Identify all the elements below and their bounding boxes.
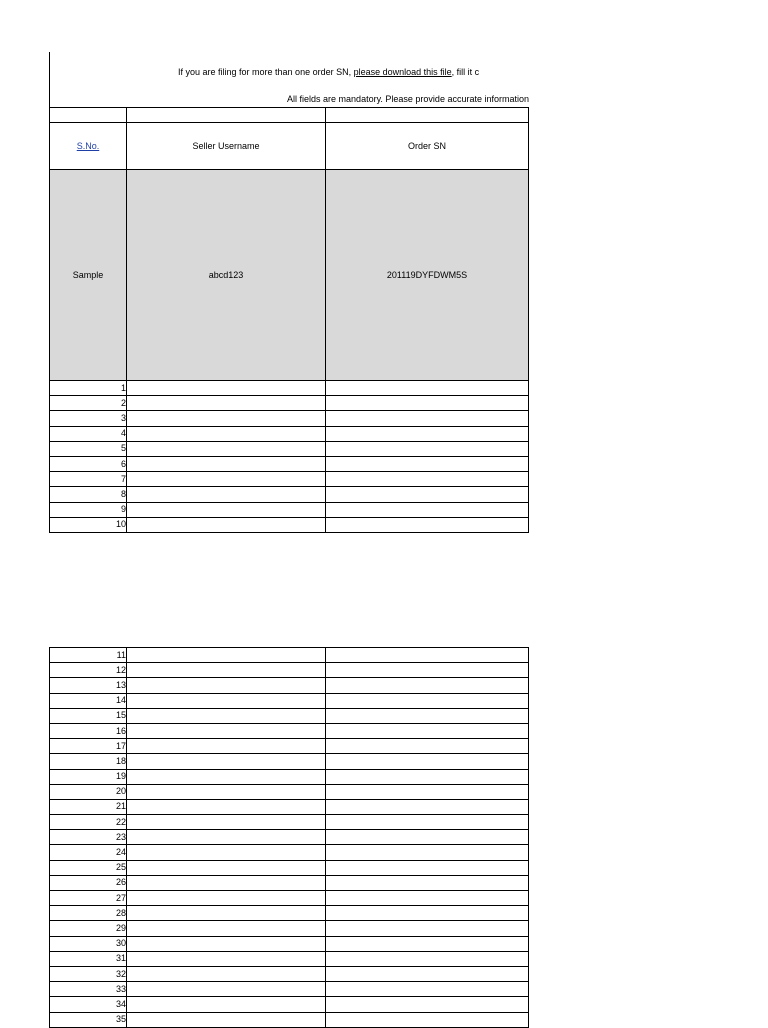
order-sn-cell[interactable] xyxy=(326,381,529,396)
row-number: 14 xyxy=(50,693,127,708)
row-number: 2 xyxy=(50,396,127,411)
spacer-cell xyxy=(50,108,127,123)
seller-username-cell[interactable] xyxy=(127,411,326,426)
table-row xyxy=(50,708,529,723)
instruction-prefix: If you are filing for more than one order SN, xyxy=(178,67,354,77)
order-sn-cell[interactable] xyxy=(326,799,529,814)
row-number: 15 xyxy=(50,708,127,723)
table-row xyxy=(50,678,529,693)
order-sn-cell[interactable] xyxy=(326,830,529,845)
row-number: 31 xyxy=(50,951,127,966)
row-number: 21 xyxy=(50,799,127,814)
order-sn-cell[interactable] xyxy=(326,951,529,966)
row-number: 35 xyxy=(50,1012,127,1027)
seller-username-cell[interactable] xyxy=(127,891,326,906)
seller-username-header: Seller Username xyxy=(127,123,326,170)
row-number: 7 xyxy=(50,472,127,487)
order-table-page-2 xyxy=(49,647,529,1028)
row-number: 33 xyxy=(50,982,127,997)
order-sn-cell[interactable] xyxy=(326,502,529,517)
table-row xyxy=(50,799,529,814)
table-row xyxy=(50,663,529,678)
row-number: 8 xyxy=(50,487,127,502)
order-sn-cell[interactable] xyxy=(326,517,529,532)
row-number: 10 xyxy=(50,517,127,532)
order-sn-cell[interactable] xyxy=(326,784,529,799)
table-row xyxy=(50,951,529,966)
seller-username-cell[interactable] xyxy=(127,845,326,860)
sheet-page-2 xyxy=(0,640,768,1024)
order-sn-cell[interactable] xyxy=(326,845,529,860)
table-row xyxy=(50,769,529,784)
order-sn-cell[interactable] xyxy=(326,906,529,921)
seller-username-cell[interactable] xyxy=(127,502,326,517)
order-sn-cell[interactable] xyxy=(326,936,529,951)
order-sn-cell[interactable] xyxy=(326,1012,529,1027)
seller-username-cell[interactable] xyxy=(127,693,326,708)
table-row xyxy=(50,381,529,396)
order-sn-cell[interactable] xyxy=(326,693,529,708)
order-sn-cell[interactable] xyxy=(326,441,529,456)
seller-username-cell[interactable] xyxy=(127,1012,326,1027)
order-sn-cell[interactable] xyxy=(326,426,529,441)
table-row xyxy=(50,875,529,890)
row-number: 30 xyxy=(50,936,127,951)
spacer-cell xyxy=(326,108,529,123)
instructions-header xyxy=(49,52,529,107)
seller-username-cell[interactable] xyxy=(127,982,326,997)
order-table-page-1 xyxy=(49,107,529,533)
table-row xyxy=(50,982,529,997)
seller-username-cell[interactable] xyxy=(127,906,326,921)
seller-username-cell[interactable] xyxy=(127,663,326,678)
table-row xyxy=(50,472,529,487)
order-sn-cell[interactable] xyxy=(326,487,529,502)
table-row xyxy=(50,936,529,951)
order-sn-cell[interactable] xyxy=(326,891,529,906)
seller-username-cell[interactable] xyxy=(127,784,326,799)
instruction-suffix: , fill it c xyxy=(451,67,480,77)
seller-username-cell[interactable] xyxy=(127,860,326,875)
order-sn-cell[interactable] xyxy=(326,456,529,471)
table-row xyxy=(50,648,529,663)
order-sn-header: Order SN xyxy=(326,123,529,170)
instruction-line xyxy=(178,67,479,78)
seller-username-cell[interactable] xyxy=(127,936,326,951)
sno-header-link[interactable]: S.No. xyxy=(76,141,100,151)
row-number: 11 xyxy=(50,648,127,663)
order-sn-cell[interactable] xyxy=(326,769,529,784)
row-number: 26 xyxy=(50,875,127,890)
table-row xyxy=(50,517,529,532)
table-row xyxy=(50,502,529,517)
mandatory-note: All fields are mandatory. Please provide accurate information xyxy=(287,94,529,104)
row-number: 27 xyxy=(50,891,127,906)
seller-username-cell[interactable] xyxy=(127,396,326,411)
seller-username-cell[interactable] xyxy=(127,875,326,890)
row-number: 5 xyxy=(50,441,127,456)
row-number: 28 xyxy=(50,906,127,921)
seller-username-cell[interactable] xyxy=(127,648,326,663)
row-number: 24 xyxy=(50,845,127,860)
table-row xyxy=(50,860,529,875)
seller-username-cell[interactable] xyxy=(127,739,326,754)
table-row xyxy=(50,845,529,860)
row-number: 29 xyxy=(50,921,127,936)
table-row xyxy=(50,891,529,906)
row-number: 16 xyxy=(50,723,127,738)
row-number: 13 xyxy=(50,678,127,693)
table-row xyxy=(50,966,529,981)
row-number: 25 xyxy=(50,860,127,875)
row-number: 18 xyxy=(50,754,127,769)
sample-row xyxy=(50,170,529,381)
order-sn-cell[interactable] xyxy=(326,739,529,754)
table-row xyxy=(50,906,529,921)
order-sn-cell[interactable] xyxy=(326,875,529,890)
order-sn-cell[interactable] xyxy=(326,815,529,830)
row-number: 4 xyxy=(50,426,127,441)
seller-username-cell[interactable] xyxy=(127,799,326,814)
table-row xyxy=(50,723,529,738)
order-sn-cell[interactable] xyxy=(326,723,529,738)
row-number: 34 xyxy=(50,997,127,1012)
seller-username-cell[interactable] xyxy=(127,966,326,981)
seller-username-cell[interactable] xyxy=(127,830,326,845)
table-row xyxy=(50,693,529,708)
order-sn-cell[interactable] xyxy=(326,472,529,487)
table-row xyxy=(50,815,529,830)
sample-label: Sample xyxy=(50,170,127,381)
seller-username-cell[interactable] xyxy=(127,456,326,471)
table-row xyxy=(50,754,529,769)
seller-username-cell[interactable] xyxy=(127,472,326,487)
table-row xyxy=(50,784,529,799)
seller-username-cell[interactable] xyxy=(127,997,326,1012)
row-number: 20 xyxy=(50,784,127,799)
column-header-row xyxy=(50,123,529,170)
row-number: 22 xyxy=(50,815,127,830)
seller-username-cell[interactable] xyxy=(127,708,326,723)
row-number: 17 xyxy=(50,739,127,754)
table-row xyxy=(50,411,529,426)
table-row xyxy=(50,456,529,471)
sno-header xyxy=(50,123,127,170)
table-row xyxy=(50,997,529,1012)
table-row xyxy=(50,1012,529,1027)
seller-username-cell[interactable] xyxy=(127,426,326,441)
seller-username-cell[interactable] xyxy=(127,517,326,532)
seller-username-cell[interactable] xyxy=(127,678,326,693)
seller-username-cell[interactable] xyxy=(127,921,326,936)
spacer-cell xyxy=(127,108,326,123)
order-sn-cell[interactable] xyxy=(326,966,529,981)
table-row xyxy=(50,487,529,502)
table-row xyxy=(50,739,529,754)
row-number: 6 xyxy=(50,456,127,471)
order-sn-cell[interactable] xyxy=(326,754,529,769)
row-number: 3 xyxy=(50,411,127,426)
row-number: 12 xyxy=(50,663,127,678)
seller-username-cell[interactable] xyxy=(127,769,326,784)
seller-username-cell[interactable] xyxy=(127,723,326,738)
table-row xyxy=(50,441,529,456)
order-sn-cell[interactable] xyxy=(326,648,529,663)
order-sn-cell[interactable] xyxy=(326,982,529,997)
spacer-row xyxy=(50,108,529,123)
sample-seller-username: abcd123 xyxy=(127,170,326,381)
seller-username-cell[interactable] xyxy=(127,381,326,396)
row-number: 9 xyxy=(50,502,127,517)
seller-username-cell[interactable] xyxy=(127,951,326,966)
order-sn-cell[interactable] xyxy=(326,678,529,693)
seller-username-cell[interactable] xyxy=(127,441,326,456)
table-row xyxy=(50,396,529,411)
order-sn-cell[interactable] xyxy=(326,921,529,936)
sample-order-sn: 201119DYFDWM5S xyxy=(326,170,529,381)
order-sn-cell[interactable] xyxy=(326,708,529,723)
table-row xyxy=(50,830,529,845)
download-file-link[interactable]: please download this file xyxy=(353,67,452,77)
order-sn-cell[interactable] xyxy=(326,997,529,1012)
order-sn-cell[interactable] xyxy=(326,663,529,678)
seller-username-cell[interactable] xyxy=(127,754,326,769)
row-number: 32 xyxy=(50,966,127,981)
row-number: 1 xyxy=(50,381,127,396)
seller-username-cell[interactable] xyxy=(127,815,326,830)
row-number: 23 xyxy=(50,830,127,845)
row-number: 19 xyxy=(50,769,127,784)
order-sn-cell[interactable] xyxy=(326,396,529,411)
table-row xyxy=(50,426,529,441)
table-row xyxy=(50,921,529,936)
seller-username-cell[interactable] xyxy=(127,487,326,502)
order-sn-cell[interactable] xyxy=(326,860,529,875)
order-sn-cell[interactable] xyxy=(326,411,529,426)
